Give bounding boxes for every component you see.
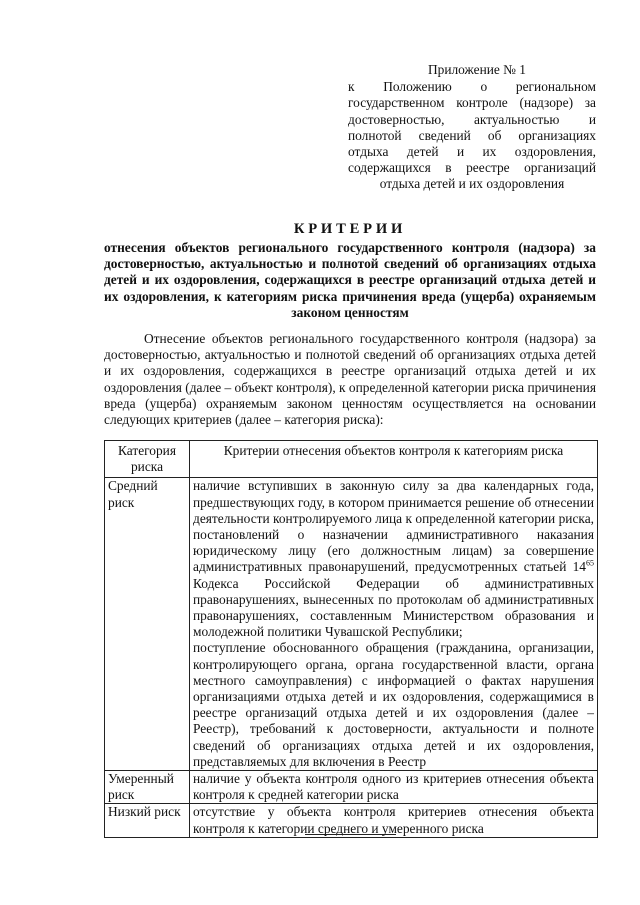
document-title: КРИТЕРИИ [293, 221, 407, 237]
appendix-block [348, 62, 596, 193]
table-header-row [105, 441, 598, 478]
row-criteria: наличие у объекта контроля одного из критериев отнесения объекта контроля к средней категории риска [190, 771, 598, 804]
appendix-text: к Положению о региональном государственном контроле (надзоре) за достоверностью, актуальностью и полнотой сведений об организациях отдыха детей и их оздоровления, содержащихся в реестре организаций отдыха детей и их оздоровления [348, 79, 596, 192]
criteria-text-part1: наличие вступивших в законную силу за два календарных года, предшествующих году, в котором принимается решение об отнесении деятельности контролируемого лица к определенной категории риска, постановлений о назначении административного наказания юридическому лицу (его должностным лицам) за совершение административных правонарушений, предусмотренных статьей 14 [193, 478, 594, 575]
row-category: Средний риск [105, 478, 190, 771]
table-row [105, 804, 598, 837]
risk-criteria-table [104, 440, 598, 838]
criteria-text-part3: поступление обоснованного обращения (гражданина, организации, контролирующего органа, органа государственной власти, органа местного самоуправления) с информацией о фактах нарушения организациями отдыха детей и их оздоровления, содержащимися в реестре организаций отдыха детей и их оздоровления (далее – Реестр), требований к достоверности, актуальности и полноте сведений об организациях отдыха детей и их оздоровления, представляемых для включения в Реестр [193, 640, 594, 769]
row-category: Низкий риск [105, 804, 190, 837]
table-row [105, 771, 598, 804]
row-criteria [190, 478, 598, 771]
appendix-title: Приложение № 1 [427, 62, 527, 77]
row-category: Умеренный риск [105, 771, 190, 804]
document-subtitle: отнесения объектов регионального государственного контроля (надзора) за достоверностью, актуальностью и полнотой сведений об организациях отдыха детей и их оздоровления, содержащихся в реестре организаций отдыха детей и их оздоровления, к категориям риска причинения вреда (ущерба) охраняемым законом ценностям [104, 240, 596, 320]
footer-divider [305, 834, 396, 835]
header-criteria: Критерии отнесения объектов контроля к категориям риска [190, 441, 598, 478]
criteria-text-part2: Кодекса Российской Федерации об административных правонарушениях, вынесенных по протоколам об административных правонарушениях, составленным Министерством образования и молодежной политики Чувашской Республики; [193, 575, 594, 640]
intro-paragraph: Отнесение объектов регионального государственного контроля (надзора) за достоверностью, актуальностью и полнотой сведений об организациях отдыха детей и их оздоровления, содержащихся в реестре организаций отдыха детей и их оздоровления (далее – объект контроля), к определенной категории риска причинения вреда (ущерба) охраняемым законом ценностям осуществляется на основании следующих критериев (далее – категория риска): [104, 331, 596, 428]
table-row [105, 478, 598, 771]
row-criteria: отсутствие у объекта контроля критериев отнесения объекта контроля к категории среднего и умеренного риска [190, 804, 598, 837]
criteria-article-superscript: 65 [586, 558, 594, 568]
header-category: Категория риска [105, 441, 190, 478]
